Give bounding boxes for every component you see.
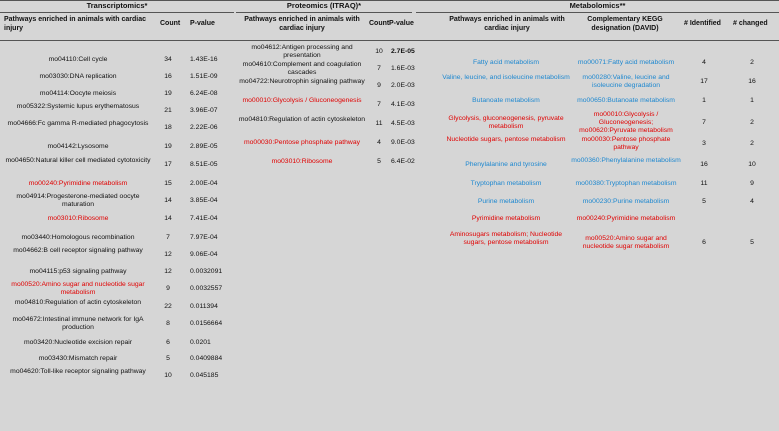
transcriptomics-pvalue: 2.22E-06: [190, 124, 218, 131]
metabolomics-pathway: Glycolysis, gluconeogenesis, pyruvate metabolism: [448, 115, 564, 130]
transcriptomics-pathway: mo04110:Cell cycle: [48, 56, 108, 63]
transcriptomics-pvalue: 2.89E-05: [190, 143, 218, 150]
transcriptomics-count: 12: [164, 251, 172, 258]
transcriptomics-pathway: mo04672:Intestinal immune network for IgA production: [12, 316, 144, 331]
metabolomics-pathway: Purine metabolism: [477, 198, 535, 205]
transcriptomics-section-title: Transcriptomics*: [86, 1, 148, 10]
transcriptomics-pathway: mo04114:Oocyte meiosis: [39, 90, 117, 97]
metabolomics-pathway: Tryptophan metabolism: [470, 180, 542, 187]
metabolomics-changed: 2: [750, 119, 754, 126]
transcriptomics-pvalue: 0.0032557: [190, 285, 223, 292]
metabolomics-changed: 9: [750, 180, 754, 187]
metabolomics-pathway: Aminosugars metabolism; Nucleotide sugars, pentose metabolism: [449, 231, 563, 246]
transcriptomics-pathway: mo05322:Systemic lupus erythematosus: [16, 103, 140, 110]
transcriptomics-count: 17: [164, 161, 172, 168]
metabolomics-changed: 10: [748, 161, 756, 168]
proteomics-pvalue: 4.1E-03: [391, 101, 415, 108]
transcriptomics-pvalue: 1.43E-16: [190, 56, 218, 63]
metabolomics-pathway: Butanoate metabolism: [472, 97, 540, 104]
metabolomics-changed: 4: [750, 198, 754, 205]
proteomics-count: 9: [377, 82, 381, 89]
proteomics-header-rule: [236, 12, 412, 13]
transcriptomics-pathway: mo00520:Amino sugar and nucleotide sugar metabolism: [11, 281, 145, 296]
column-header-rule: [0, 40, 779, 41]
transcriptomics-pathway: mo03440:Homologous recombination: [21, 234, 135, 241]
proteomics-pathway: mo00030:Pentose phosphate pathway: [243, 139, 360, 146]
metabolomics-identified: 5: [702, 198, 706, 205]
proteomics-count: 5: [377, 158, 381, 165]
metabolomics-kegg: mo00520:Amino sugar and nucleotide sugar metabolism: [582, 235, 670, 250]
proteomics-count: 7: [377, 101, 381, 108]
transcriptomics-pvalue: 0.0409884: [190, 355, 223, 362]
transcriptomics-pathway: mo04620:Toll-like receptor signaling pathway: [10, 368, 146, 375]
transcriptomics-header-rule: [0, 12, 234, 13]
transcriptomics-pathway: mo03420:Nucleotide excision repair: [23, 339, 133, 346]
transcriptomics-pvalue: 9.06E-04: [190, 251, 218, 258]
transcriptomics-count: 5: [166, 355, 170, 362]
metabolomics-kegg: mo00240:Pyrimidine metabolism: [576, 215, 676, 222]
transcriptomics-pvalue: 0.0032091: [190, 268, 223, 275]
metabolomics-pathway: Pyrimidine metabolism: [471, 215, 541, 222]
metabolomics-kegg: mo00230:Purine metabolism: [582, 198, 670, 205]
metabolomics-identified: 6: [702, 239, 706, 246]
transcriptomics-count: 6: [166, 339, 170, 346]
metabolomics-kegg: mo00360:Phenylalanine metabolism: [571, 157, 681, 164]
metabolomics-identified: 16: [700, 161, 708, 168]
metabolomics-changed: 16: [748, 78, 756, 85]
proteomics-pathway: mo00010:Glycolysis / Gluconeogenesis: [242, 97, 362, 104]
transcriptomics-pvalue: 0.0156664: [190, 320, 223, 327]
metabolomics-identified: 11: [700, 180, 708, 187]
metabolomics-kegg: mo00380:Tryptophan metabolism: [575, 180, 677, 187]
metabolomics-changed: 5: [750, 239, 754, 246]
t-pvalue-header: P-value: [190, 20, 215, 27]
metabolomics-kegg: mo00650:Butanoate metabolism: [577, 97, 675, 104]
metabolomics-section-title: Metabolomics**: [569, 1, 626, 10]
transcriptomics-count: 10: [164, 372, 172, 379]
transcriptomics-count: 7: [166, 234, 170, 241]
transcriptomics-pvalue: 3.96E-07: [190, 107, 218, 114]
transcriptomics-count: 14: [164, 215, 172, 222]
metabolomics-changed: 2: [750, 59, 754, 66]
proteomics-pvalue: 2.7E-05: [391, 48, 415, 55]
transcriptomics-pathway: mo04662:B cell receptor signaling pathway: [13, 247, 143, 254]
proteomics-pvalue: 9.0E-03: [391, 139, 415, 146]
transcriptomics-count: 19: [164, 90, 172, 97]
metabolomics-identified: 3: [702, 140, 706, 147]
metabolomics-pathway: Fatty acid metabolism: [472, 59, 540, 66]
metabolomics-identified: 1: [702, 97, 706, 104]
proteomics-count: 10: [375, 48, 383, 55]
transcriptomics-pvalue: 8.51E-05: [190, 161, 218, 168]
transcriptomics-pvalue: 0.0201: [190, 339, 211, 346]
m-changed-header: # changed: [733, 20, 768, 27]
proteomics-section-title: Proteomics (ITRAQ)*: [286, 1, 362, 10]
transcriptomics-count: 34: [164, 56, 172, 63]
proteomics-pvalue: 4.5E-03: [391, 120, 415, 127]
transcriptomics-count: 21: [164, 107, 172, 114]
transcriptomics-count: 18: [164, 124, 172, 131]
metabolomics-pathway: Valine, leucine, and isoleucine metabolism: [442, 74, 570, 81]
transcriptomics-count: 16: [164, 73, 172, 80]
transcriptomics-count: 12: [164, 268, 172, 275]
transcriptomics-count: 19: [164, 143, 172, 150]
transcriptomics-pathway: mo00240:Pyrimidine metabolism: [28, 180, 128, 187]
metabolomics-kegg: mo00280:Valine, leucine and isoleucine degradation: [582, 74, 670, 89]
metabolomics-header-rule: [416, 12, 779, 13]
p-pvalue-header: P-value: [389, 20, 414, 27]
proteomics-pvalue: 1.6E-03: [391, 65, 415, 72]
t-pathway-header: Pathways enriched in animals with cardiac injury: [4, 16, 146, 32]
metabolomics-pathway: Phenylalanine and tyrosine: [465, 161, 547, 168]
transcriptomics-count: 8: [166, 320, 170, 327]
metabolomics-identified: 7: [702, 119, 706, 126]
transcriptomics-count: 15: [164, 180, 172, 187]
proteomics-count: 7: [377, 65, 381, 72]
proteomics-count: 11: [375, 120, 383, 127]
m-pathway-header: Pathways enriched in animals with cardiac injury: [449, 16, 565, 32]
metabolomics-kegg: mo00071:Fatty acid metabolism: [577, 59, 675, 66]
metabolomics-changed: 1: [750, 97, 754, 104]
proteomics-pvalue: 2.0E-03: [391, 82, 415, 89]
transcriptomics-pvalue: 3.85E-04: [190, 197, 218, 204]
transcriptomics-pvalue: 2.00E-04: [190, 180, 218, 187]
metabolomics-pathway: Nucleotide sugars, pentose metabolism: [446, 136, 566, 143]
proteomics-pathway: mo04612:Antigen processing and presentation: [251, 44, 353, 59]
transcriptomics-count: 9: [166, 285, 170, 292]
metabolomics-identified: 17: [700, 78, 708, 85]
transcriptomics-pathway: mo03430:Mismatch repair: [38, 355, 118, 362]
transcriptomics-pathway: mo03010:Ribosome: [47, 215, 109, 222]
transcriptomics-pathway: mo04142:Lysosome: [47, 143, 109, 150]
transcriptomics-pvalue: 7.41E-04: [190, 215, 218, 222]
p-pathway-header: Pathways enriched in animals with cardiac injury: [244, 16, 360, 32]
transcriptomics-pathway: mo03030:DNA replication: [39, 73, 117, 80]
transcriptomics-pvalue: 1.51E-09: [190, 73, 218, 80]
metabolomics-changed: 2: [750, 140, 754, 147]
proteomics-pathway: mo03010:Ribosome: [271, 158, 333, 165]
m-identified-header: # Identified: [684, 20, 721, 27]
metabolomics-kegg: mo00030:Pentose phosphate pathway: [581, 136, 671, 151]
metabolomics-kegg: mo00010:Glycolysis / Gluconeogenesis; mo00620:Pyruvate metabolism: [579, 111, 673, 134]
t-count-header: Count: [160, 20, 181, 27]
transcriptomics-pvalue: 6.24E-08: [190, 90, 218, 97]
transcriptomics-pathway: mo04666:Fc gamma R-mediated phagocytosis: [7, 120, 149, 127]
transcriptomics-pvalue: 0.045185: [190, 372, 219, 379]
transcriptomics-count: 14: [164, 197, 172, 204]
metabolomics-identified: 4: [702, 59, 706, 66]
transcriptomics-pvalue: 0.011394: [190, 303, 218, 310]
transcriptomics-pathway: mo04115:p53 signaling pathway: [29, 268, 127, 275]
proteomics-pathway: mo04722:Neurotrophin signaling pathway: [239, 78, 365, 85]
transcriptomics-pvalue: 7.97E-04: [190, 234, 218, 241]
proteomics-pathway: mo04810:Regulation of actin cytoskeleton: [238, 116, 366, 123]
proteomics-pvalue: 6.4E-02: [391, 158, 415, 165]
transcriptomics-pathway: mo04914:Progesterone-mediated oocyte maturation: [16, 193, 140, 208]
transcriptomics-pathway: mo04810:Regulation of actin cytoskeleton: [14, 299, 142, 306]
m-kegg-header: Complementary KEGG designation (DAVID): [587, 16, 663, 32]
transcriptomics-pathway: mo04650:Natural killer cell mediated cytotoxicity: [5, 157, 151, 164]
p-count-header: Count: [369, 20, 390, 27]
proteomics-pathway: mo04610:Complement and coagulation cascades: [242, 61, 362, 76]
transcriptomics-count: 22: [164, 303, 172, 310]
proteomics-count: 4: [377, 139, 381, 146]
